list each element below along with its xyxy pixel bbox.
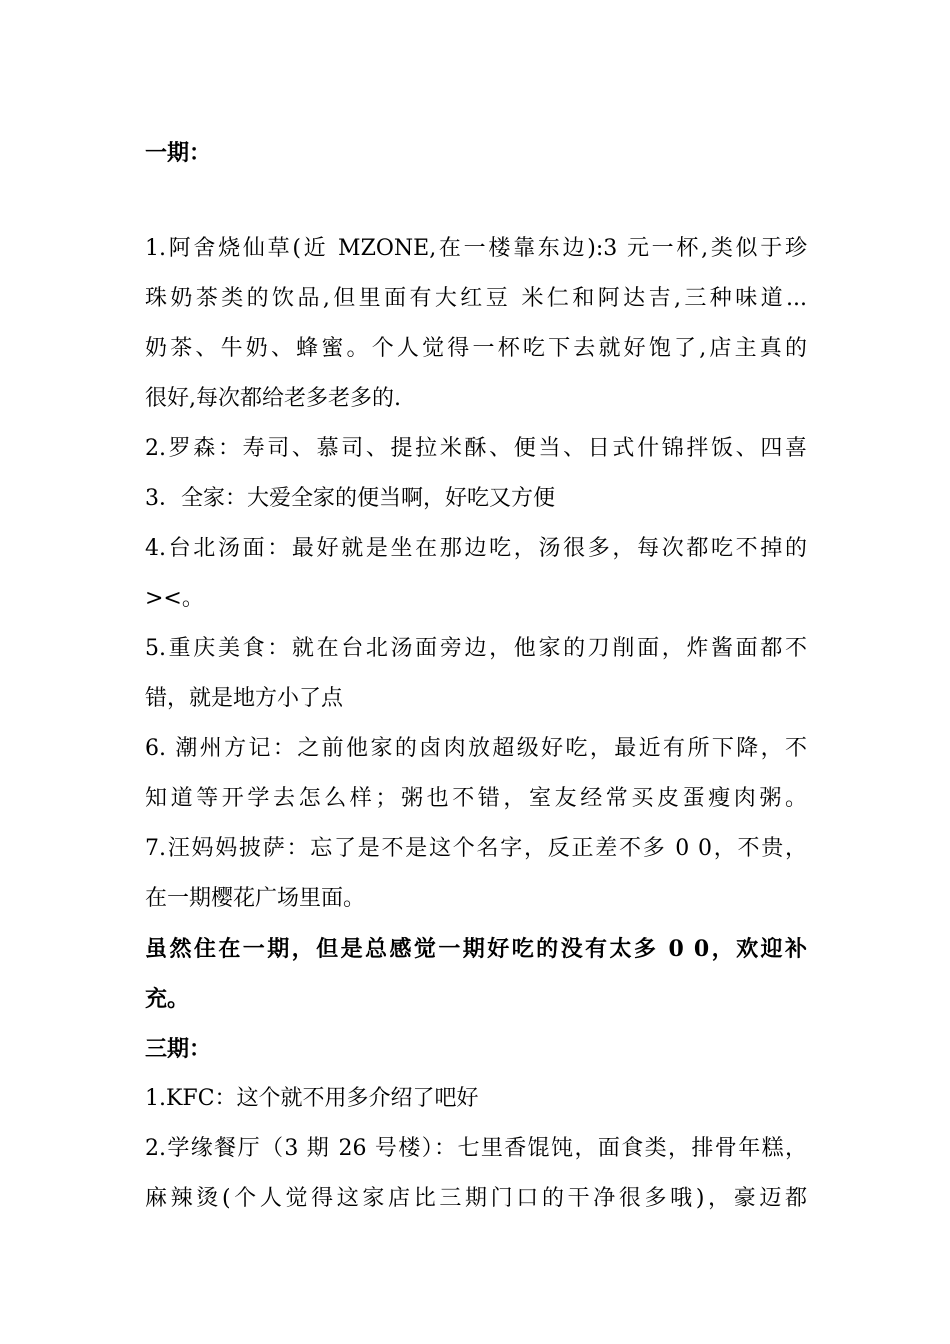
- heading-phase-3: 三期：: [145, 1036, 212, 1062]
- item-6-line-2: 知道等开学去怎么样；粥也不错，室友经常买皮蛋瘦肉粥。: [145, 786, 807, 811]
- item-1-line-1: 1.阿舍烧仙草(近 MZONE,在一楼靠东边):3 元一杯,类似于珍: [145, 236, 807, 261]
- item-4-line-1: 4.台北汤面：最好就是坐在那边吃，汤很多，每次都吃不掉的: [145, 536, 807, 561]
- note-line-2: 充。: [145, 986, 190, 1012]
- phase-3-item-2-line-1: 2.学缘餐厅（3 期 26 号楼）：七里香馄饨，面食类，排骨年糕，: [145, 1136, 807, 1161]
- item-3: 3．全家：大爱全家的便当啊，好吃又方便: [145, 486, 555, 511]
- document-body: [145, 128, 807, 1224]
- item-1-line-4: 很好,每次都给老多老多的.: [145, 386, 401, 411]
- item-1-line-2: 珠奶茶类的饮品,但里面有大红豆 米仁和阿达吉,三种味道...: [145, 286, 807, 311]
- heading-phase-1: 一期：: [145, 140, 212, 166]
- item-4-line-2: ><。: [145, 586, 204, 611]
- note-line-1: 虽然住在一期，但是总感觉一期好吃的没有太多 0 0，欢迎补: [145, 936, 807, 962]
- item-1-line-3: 奶茶、牛奶、蜂蜜。个人觉得一杯吃下去就好饱了,店主真的: [145, 336, 807, 361]
- item-7-line-2: 在一期樱花广场里面。: [145, 886, 366, 911]
- item-2: 2.罗森：寿司、慕司、提拉米酥、便当、日式什锦拌饭、四喜: [145, 436, 807, 461]
- item-6-line-1: 6. 潮州方记：之前他家的卤肉放超级好吃，最近有所下降，不: [145, 736, 807, 761]
- item-5-line-1: 5.重庆美食：就在台北汤面旁边，他家的刀削面，炸酱面都不: [145, 636, 807, 661]
- item-7-line-1: 7.汪妈妈披萨：忘了是不是这个名字，反正差不多 0 0，不贵，: [145, 836, 807, 861]
- spacer: [145, 178, 807, 224]
- phase-3-item-1: 1.KFC：这个就不用多介绍了吧好: [145, 1086, 479, 1111]
- item-5-line-2: 错，就是地方小了点: [145, 686, 344, 711]
- phase-3-item-2-line-2: 麻辣烫(个人觉得这家店比三期门口的干净很多哦)，豪迈都: [145, 1186, 807, 1211]
